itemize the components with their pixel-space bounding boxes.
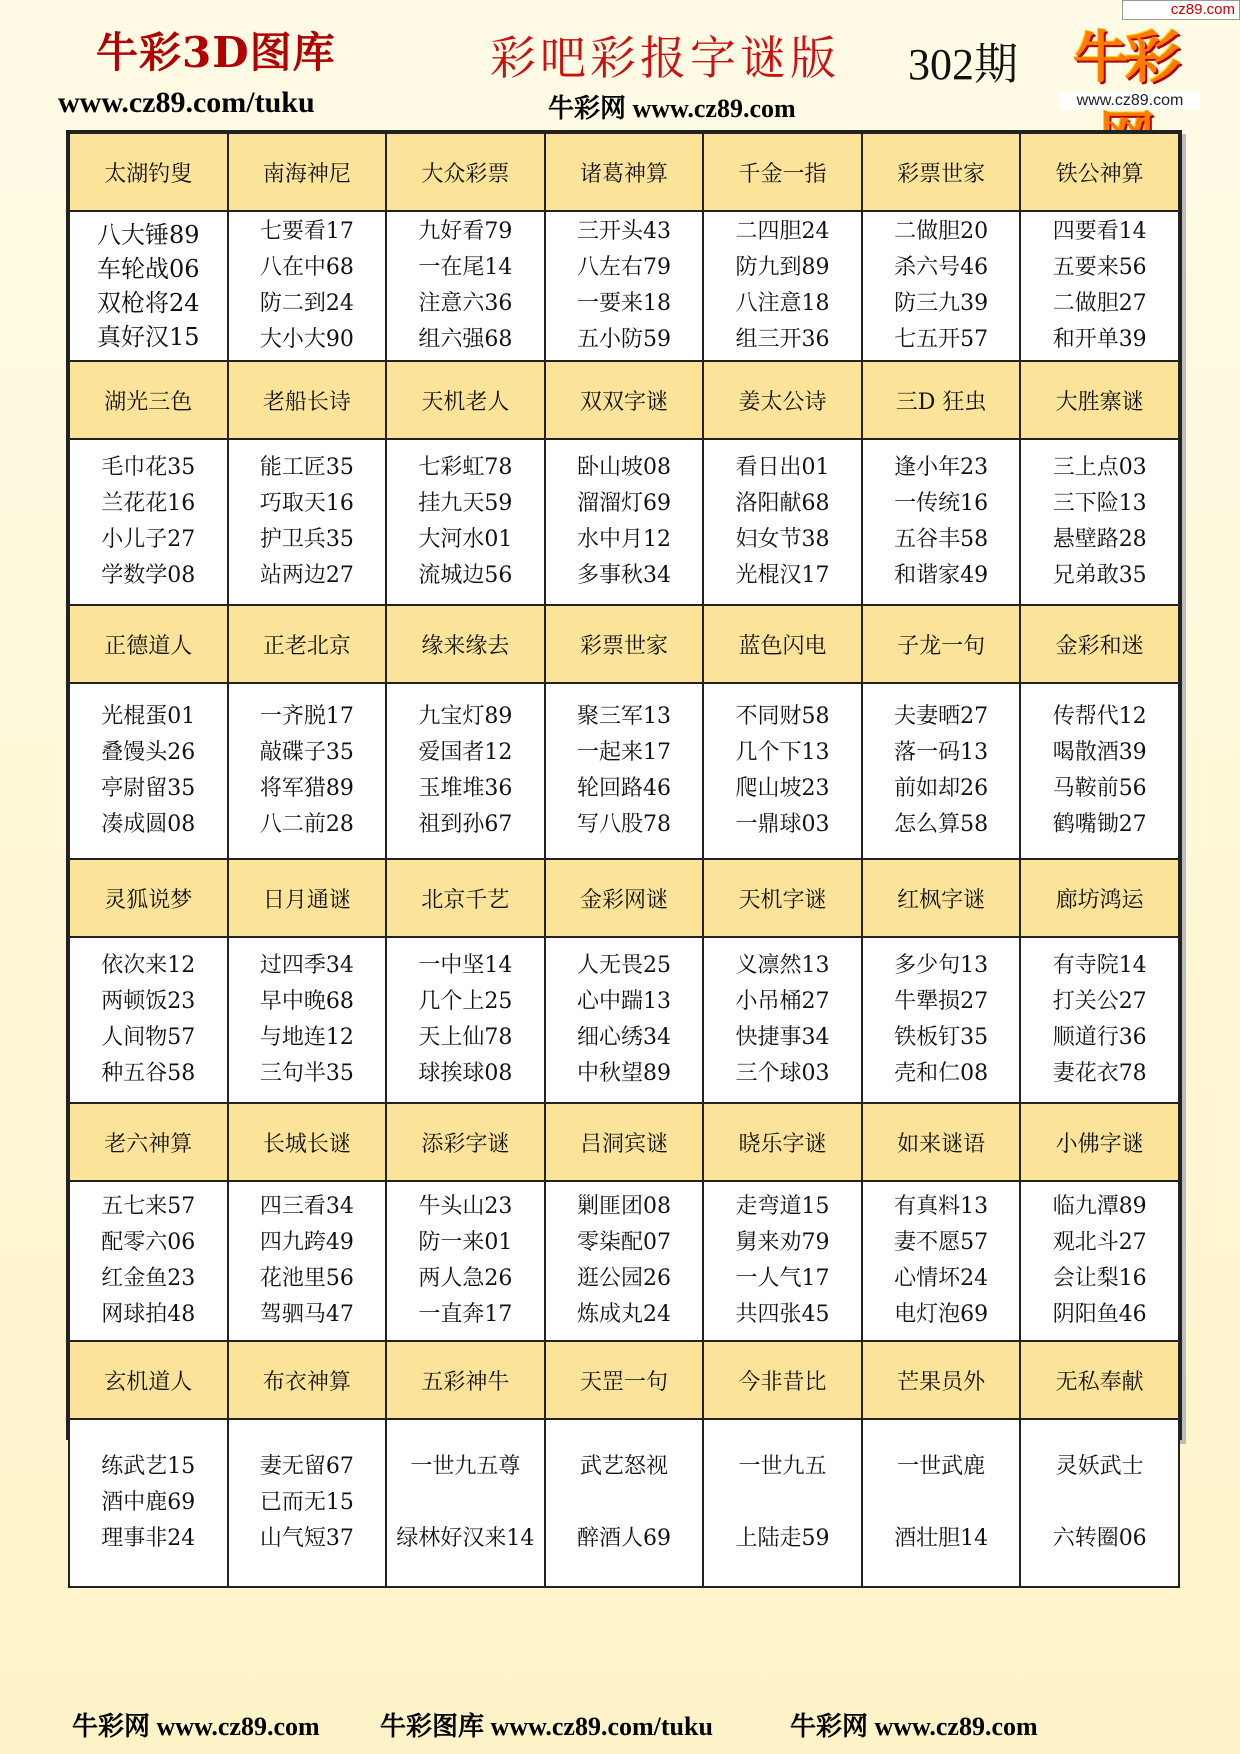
- source-name-cell: 缘来缘去: [386, 605, 545, 683]
- riddle-line: 兄弟敢35: [1052, 563, 1147, 588]
- riddle-line: 一世九五: [738, 1454, 827, 1479]
- riddle-line: 一在尾14: [418, 255, 513, 280]
- riddle-line: 防一来01: [418, 1230, 513, 1255]
- riddle-line: 共四张45: [735, 1302, 830, 1327]
- riddle-cell: [228, 937, 387, 1103]
- riddle-line: 牛犟损27: [894, 989, 989, 1014]
- riddle-cell: [545, 1419, 704, 1587]
- riddle-line: 二做胆20: [894, 219, 989, 244]
- riddle-line: 牛头山23: [418, 1194, 513, 1219]
- source-name-cell: 太湖钓叟: [69, 133, 228, 211]
- riddle-line: 八左右79: [576, 255, 671, 280]
- riddle-cell: [69, 1181, 228, 1341]
- riddle-line: 写八股78: [576, 812, 671, 837]
- riddle-line: 几个上25: [418, 989, 513, 1014]
- riddle-line: 护卫兵35: [259, 527, 354, 552]
- riddle-line: 山气短37: [259, 1526, 354, 1551]
- source-name-cell: 姜太公诗: [703, 361, 862, 439]
- riddle-line: 灵妖武士: [1055, 1454, 1144, 1479]
- header-row: [69, 361, 1179, 439]
- riddle-cell: [862, 211, 1021, 361]
- riddle-line: 七要看17: [259, 219, 354, 244]
- riddle-row: [69, 937, 1179, 1103]
- source-name-cell: 小佛字谜: [1020, 1103, 1179, 1181]
- riddle-line: 八大锤89: [97, 221, 200, 249]
- riddle-line: 五七来57: [101, 1194, 196, 1219]
- riddle-line: 逢小年23: [894, 455, 989, 480]
- riddle-cell: [703, 439, 862, 605]
- riddle-line: 注意六36: [418, 291, 513, 316]
- riddle-line: 驾驷马47: [259, 1302, 354, 1327]
- riddle-line: 三句半35: [259, 1061, 354, 1086]
- source-name-cell: 如来谜语: [862, 1103, 1021, 1181]
- riddle-cell: [703, 1419, 862, 1587]
- riddle-line: 大河水01: [418, 527, 513, 552]
- riddle-line: 五小防59: [576, 327, 671, 352]
- riddle-line: 红金鱼23: [101, 1266, 196, 1291]
- riddle-line: 四九跨49: [259, 1230, 354, 1255]
- site-url-center[interactable]: 牛彩网 www.cz89.com: [548, 94, 796, 123]
- riddle-line: 三个球03: [735, 1061, 830, 1086]
- riddle-cell: [228, 439, 387, 605]
- riddle-line: 理事非24: [101, 1526, 196, 1551]
- riddle-line: 多事秋34: [576, 563, 671, 588]
- source-name-cell: 大众彩票: [386, 133, 545, 211]
- riddle-line: 一传统16: [894, 491, 989, 516]
- source-name-cell: 吕洞宾谜: [545, 1103, 704, 1181]
- riddle-line: 天上仙78: [418, 1025, 513, 1050]
- riddle-cell: [545, 683, 704, 859]
- source-name-cell: 彩票世家: [862, 133, 1021, 211]
- riddle-cell: [228, 1181, 387, 1341]
- riddle-line: 车轮战06: [97, 255, 200, 283]
- riddle-line: 零柒配07: [576, 1230, 671, 1255]
- riddle-line: 绿林好汉来14: [396, 1526, 535, 1551]
- riddle-line: 双枪将24: [97, 289, 200, 317]
- riddle-line: 怎么算58: [894, 812, 989, 837]
- source-name-cell: 晓乐字谜: [703, 1103, 862, 1181]
- brand-logo-url: www.cz89.com: [1060, 92, 1200, 110]
- riddle-line: 巧取天16: [259, 491, 354, 516]
- riddle-line: 酒壮胆14: [894, 1526, 989, 1551]
- source-name-cell: 正德道人: [69, 605, 228, 683]
- riddle-line: 观北斗27: [1052, 1230, 1147, 1255]
- riddle-line: 花池里56: [259, 1266, 354, 1291]
- riddle-line: 七彩虹78: [418, 455, 513, 480]
- header-row: [69, 859, 1179, 937]
- riddle-line: [863, 1485, 1020, 1521]
- riddle-cell: [228, 1419, 387, 1587]
- source-name-cell: 双双字谜: [545, 361, 704, 439]
- riddle-cell: [69, 211, 228, 361]
- corner-site-tag: cz89.com: [1122, 0, 1240, 20]
- riddle-cell: [69, 937, 228, 1103]
- riddle-line: 剿匪团08: [576, 1194, 671, 1219]
- riddle-line: 叠馒头26: [101, 740, 196, 765]
- riddle-line: 五谷丰58: [894, 527, 989, 552]
- riddle-line: 球挨球08: [418, 1061, 513, 1086]
- riddle-line: [704, 1485, 861, 1521]
- riddle-line: 鹤嘴锄27: [1052, 812, 1147, 837]
- riddle-line: 轮回路46: [576, 776, 671, 801]
- riddle-line: 亭尉留35: [101, 776, 196, 801]
- source-name-cell: 三D 狂虫: [862, 361, 1021, 439]
- source-name-cell: 无私奉献: [1020, 1341, 1179, 1419]
- riddle-cell: [545, 439, 704, 605]
- riddle-line: 三开头43: [576, 219, 671, 244]
- riddle-line: 中秋望89: [576, 1061, 671, 1086]
- riddle-line: 种五谷58: [101, 1061, 196, 1086]
- riddle-line: 一世九五尊: [410, 1454, 521, 1479]
- source-name-cell: 正老北京: [228, 605, 387, 683]
- riddle-cell: [703, 937, 862, 1103]
- riddle-line: 心中踹13: [576, 989, 671, 1014]
- riddle-line: 四三看34: [259, 1194, 354, 1219]
- riddle-line: 一直奔17: [418, 1302, 513, 1327]
- riddle-cell: [1020, 937, 1179, 1103]
- riddle-line: 壳和仁08: [894, 1061, 989, 1086]
- riddle-line: 看日出01: [735, 455, 830, 480]
- riddle-row: [69, 1181, 1179, 1341]
- riddle-cell: [69, 439, 228, 605]
- riddle-line: 光棍蛋01: [101, 704, 196, 729]
- riddle-line: 祖到孙67: [418, 812, 513, 837]
- riddle-line: [387, 1485, 544, 1521]
- footer-link-left[interactable]: 牛彩网 www.cz89.com: [72, 1712, 320, 1741]
- riddle-line: 凑成圆08: [101, 812, 196, 837]
- riddle-line: 二做胆27: [1052, 291, 1147, 316]
- riddle-line: 妻不愿57: [894, 1230, 989, 1255]
- riddle-cell: [386, 211, 545, 361]
- riddle-line: 人间物57: [101, 1025, 196, 1050]
- riddle-line: 防二到24: [259, 291, 354, 316]
- riddle-line: 三上点03: [1052, 455, 1147, 480]
- source-name-cell: 添彩字谜: [386, 1103, 545, 1181]
- riddle-cell: [545, 1181, 704, 1341]
- riddle-line: 心情坏24: [894, 1266, 989, 1291]
- riddle-line: 毛巾花35: [101, 455, 196, 480]
- source-name-cell: 今非昔比: [703, 1341, 862, 1419]
- riddle-line: 义凛然13: [735, 953, 830, 978]
- riddle-line: 大小大90: [259, 327, 354, 352]
- header-row: [69, 605, 1179, 683]
- source-name-cell: 红枫字谜: [862, 859, 1021, 937]
- riddle-cell: [862, 1181, 1021, 1341]
- source-name-cell: 老六神算: [69, 1103, 228, 1181]
- riddle-line: 和开单39: [1052, 327, 1147, 352]
- source-name-cell: 金彩网谜: [545, 859, 704, 937]
- riddle-line: 一鼎球03: [735, 812, 830, 837]
- riddle-line: 妻无留67: [259, 1454, 354, 1479]
- riddle-line: 四要看14: [1052, 219, 1147, 244]
- riddle-row: [69, 1419, 1179, 1587]
- riddle-line: 挂九天59: [418, 491, 513, 516]
- riddle-line: 真好汉15: [97, 323, 200, 351]
- source-name-cell: 大胜寨谜: [1020, 361, 1179, 439]
- riddle-line: 配零六06: [101, 1230, 196, 1255]
- source-name-cell: 天机老人: [386, 361, 545, 439]
- riddle-line: 一齐脱17: [259, 704, 354, 729]
- source-name-cell: 千金一指: [703, 133, 862, 211]
- source-name-cell: 铁公神算: [1020, 133, 1179, 211]
- riddle-line: 防三九39: [894, 291, 989, 316]
- page-title: 彩吧彩报字谜版: [490, 31, 840, 85]
- riddle-line: 一人气17: [735, 1266, 830, 1291]
- riddle-line: 八二前28: [259, 812, 354, 837]
- riddle-line: 小儿子27: [101, 527, 196, 552]
- source-name-cell: 玄机道人: [69, 1341, 228, 1419]
- riddle-line: 妻花衣78: [1052, 1061, 1147, 1086]
- riddle-line: 不同财58: [735, 704, 830, 729]
- riddle-line: 一世武鹿: [897, 1454, 986, 1479]
- riddle-line: 会让梨16: [1052, 1266, 1147, 1291]
- riddle-line: 阴阳鱼46: [1052, 1302, 1147, 1327]
- riddle-line: 打关公27: [1052, 989, 1147, 1014]
- source-name-cell: 老船长诗: [228, 361, 387, 439]
- source-name-cell: 长城长谜: [228, 1103, 387, 1181]
- riddle-line: 组六强68: [418, 327, 513, 352]
- riddle-cell: [545, 937, 704, 1103]
- riddle-cell: [862, 937, 1021, 1103]
- riddle-cell: [69, 1419, 228, 1587]
- riddle-line: 将军猎89: [259, 776, 354, 801]
- riddle-line: 两人急26: [418, 1266, 513, 1291]
- riddle-line: 马鞍前56: [1052, 776, 1147, 801]
- riddle-line: 多少句13: [894, 953, 989, 978]
- riddle-line: 两顿饭23: [101, 989, 196, 1014]
- riddle-cell: [703, 1181, 862, 1341]
- riddle-line: 组三开36: [735, 327, 830, 352]
- riddle-cell: [1020, 1419, 1179, 1587]
- riddle-line: 溜溜灯69: [576, 491, 671, 516]
- riddle-cell: [1020, 439, 1179, 605]
- header-row: [69, 1341, 1179, 1419]
- riddle-cell: [228, 683, 387, 859]
- riddle-line: 爱国者12: [418, 740, 513, 765]
- source-name-cell: 日月通谜: [228, 859, 387, 937]
- riddle-cell: [69, 683, 228, 859]
- source-name-cell: 天罡一句: [545, 1341, 704, 1419]
- riddle-line: 网球拍48: [101, 1302, 196, 1327]
- riddle-grid: [66, 130, 1182, 1551]
- source-name-cell: 北京千艺: [386, 859, 545, 937]
- riddle-line: 已而无15: [259, 1490, 354, 1515]
- riddle-line: 上陆走59: [735, 1526, 830, 1551]
- source-name-cell: 诸葛神算: [545, 133, 704, 211]
- riddle-line: 顺道行36: [1052, 1025, 1147, 1050]
- riddle-cell: [228, 211, 387, 361]
- header-row: [69, 1103, 1179, 1181]
- riddle-cell: [386, 937, 545, 1103]
- riddle-line: 几个下13: [735, 740, 830, 765]
- riddle-cell: [386, 683, 545, 859]
- riddle-line: 七五开57: [894, 327, 989, 352]
- riddle-line: 防九到89: [735, 255, 830, 280]
- riddle-line: 人无畏25: [576, 953, 671, 978]
- riddle-line: 快捷事34: [735, 1025, 830, 1050]
- riddle-line: 有寺院14: [1052, 953, 1147, 978]
- header-row: [69, 133, 1179, 211]
- riddle-line: 走弯道15: [735, 1194, 830, 1219]
- riddle-table: [68, 132, 1180, 1588]
- riddle-line: 八注意18: [735, 291, 830, 316]
- riddle-line: 敲碟子35: [259, 740, 354, 765]
- riddle-line: 小吊桶27: [735, 989, 830, 1014]
- riddle-cell: [862, 439, 1021, 605]
- riddle-line: 炼成丸24: [576, 1302, 671, 1327]
- riddle-line: 水中月12: [576, 527, 671, 552]
- riddle-line: 九好看79: [418, 219, 513, 244]
- riddle-line: 铁板钉35: [894, 1025, 989, 1050]
- riddle-line: 喝散酒39: [1052, 740, 1147, 765]
- riddle-line: 流城边56: [418, 563, 513, 588]
- riddle-line: 三下险13: [1052, 491, 1147, 516]
- riddle-line: 武艺怒视: [579, 1454, 668, 1479]
- riddle-cell: [1020, 1181, 1179, 1341]
- riddle-cell: [545, 211, 704, 361]
- riddle-line: 练武艺15: [101, 1454, 196, 1479]
- riddle-line: 能工匠35: [259, 455, 354, 480]
- riddle-line: 卧山坡08: [576, 455, 671, 480]
- riddle-cell: [703, 683, 862, 859]
- riddle-line: 八在中68: [259, 255, 354, 280]
- source-name-cell: 灵狐说梦: [69, 859, 228, 937]
- issue-number: 302期: [908, 40, 1018, 89]
- riddle-line: 细心绣34: [576, 1025, 671, 1050]
- source-name-cell: 金彩和迷: [1020, 605, 1179, 683]
- riddle-line: 一中坚14: [418, 953, 513, 978]
- riddle-line: 站两边27: [259, 563, 354, 588]
- riddle-line: 前如却26: [894, 776, 989, 801]
- riddle-line: 五要来56: [1052, 255, 1147, 280]
- riddle-line: 过四季34: [259, 953, 354, 978]
- riddle-cell: [862, 683, 1021, 859]
- riddle-line: 传帮代12: [1052, 704, 1147, 729]
- riddle-line: 一要来18: [576, 291, 671, 316]
- riddle-line: 夫妻晒27: [894, 704, 989, 729]
- site-url-left[interactable]: www.cz89.com/tuku: [58, 86, 315, 119]
- riddle-line: 学数学08: [101, 563, 196, 588]
- source-name-cell: 南海神尼: [228, 133, 387, 211]
- riddle-line: [546, 1485, 703, 1521]
- brand-logo-text: 牛彩: [1073, 26, 1177, 91]
- riddle-line: 洛阳献68: [735, 491, 830, 516]
- footer-link-center[interactable]: 牛彩图库 www.cz89.com/tuku: [380, 1712, 713, 1741]
- riddle-line: 落一码13: [894, 740, 989, 765]
- riddle-line: 聚三军13: [576, 704, 671, 729]
- source-name-cell: 五彩神牛: [386, 1341, 545, 1419]
- riddle-line: 六转圈06: [1052, 1526, 1147, 1551]
- riddle-line: 和谐家49: [894, 563, 989, 588]
- riddle-cell: [1020, 683, 1179, 859]
- riddle-line: 醉酒人69: [576, 1526, 671, 1551]
- riddle-line: 酒中鹿69: [101, 1490, 196, 1515]
- riddle-line: 舅来劝79: [735, 1230, 830, 1255]
- riddle-cell: [386, 1419, 545, 1587]
- riddle-line: 兰花花16: [101, 491, 196, 516]
- riddle-cell: [386, 439, 545, 605]
- riddle-row: [69, 439, 1179, 605]
- riddle-row: [69, 683, 1179, 859]
- riddle-line: 一起来17: [576, 740, 671, 765]
- source-name-cell: 廊坊鸿运: [1020, 859, 1179, 937]
- source-name-cell: 彩票世家: [545, 605, 704, 683]
- riddle-cell: [862, 1419, 1021, 1587]
- source-name-cell: 子龙一句: [862, 605, 1021, 683]
- riddle-line: 临九潭89: [1052, 1194, 1147, 1219]
- riddle-line: 有真料13: [894, 1194, 989, 1219]
- riddle-line: [1021, 1485, 1178, 1521]
- brand-logo: [1050, 14, 1200, 114]
- riddle-line: 杀六号46: [894, 255, 989, 280]
- riddle-line: 九宝灯89: [418, 704, 513, 729]
- riddle-row: [69, 211, 1179, 361]
- riddle-line: 光棍汉17: [735, 563, 830, 588]
- riddle-line: 与地连12: [259, 1025, 354, 1050]
- source-name-cell: 蓝色闪电: [703, 605, 862, 683]
- riddle-line: 二四胆24: [735, 219, 830, 244]
- riddle-line: 逛公园26: [576, 1266, 671, 1291]
- riddle-cell: [1020, 211, 1179, 361]
- riddle-cell: [386, 1181, 545, 1341]
- source-name-cell: 布衣神算: [228, 1341, 387, 1419]
- riddle-line: 爬山坡23: [735, 776, 830, 801]
- site-logo-text: 牛彩3D图库: [96, 28, 336, 77]
- source-name-cell: 芒果员外: [862, 1341, 1021, 1419]
- riddle-line: 悬壁路28: [1052, 527, 1147, 552]
- riddle-line: 电灯泡69: [894, 1302, 989, 1327]
- riddle-line: 早中晚68: [259, 989, 354, 1014]
- riddle-cell: [703, 211, 862, 361]
- riddle-line: 依次来12: [101, 953, 196, 978]
- source-name-cell: 湖光三色: [69, 361, 228, 439]
- footer-link-right[interactable]: 牛彩网 www.cz89.com: [790, 1712, 1038, 1741]
- source-name-cell: 天机字谜: [703, 859, 862, 937]
- riddle-line: 玉堆堆36: [418, 776, 513, 801]
- riddle-line: 妇女节38: [735, 527, 830, 552]
